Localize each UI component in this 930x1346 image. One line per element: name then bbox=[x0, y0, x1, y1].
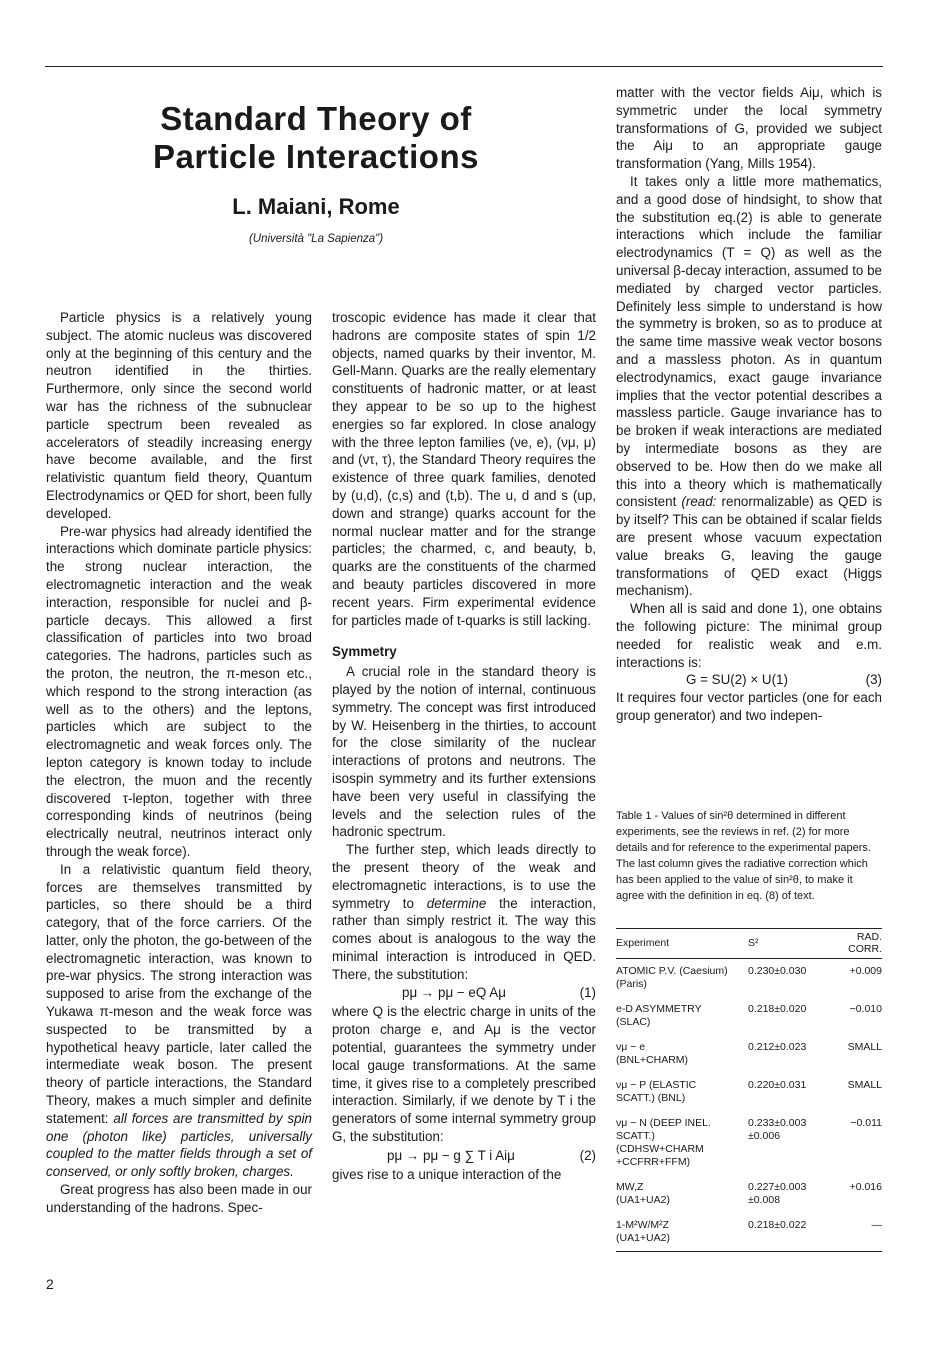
rad-corr-cell: SMALL bbox=[847, 1079, 882, 1091]
paragraph bbox=[332, 841, 596, 983]
experiment-source: (UA1+UA2) bbox=[616, 1232, 670, 1244]
rad-corr-cell: SMALL bbox=[847, 1041, 882, 1053]
experiment-name: MW,Z bbox=[616, 1181, 644, 1193]
column-2 bbox=[332, 309, 596, 1184]
experiment-name: νμ − e bbox=[616, 1041, 646, 1053]
paragraph-text: renormalizable) as QED is by itself? This can be obtained if scalar fields are present whose vacuum expectation value breaks G, leaving the gauge transformations of QED exact (Higgs mechanism). bbox=[616, 494, 882, 599]
equation-number: (2) bbox=[579, 1147, 596, 1163]
emphasis-text: all forces are transmitted by spin one (photon like) particles, universally coupled to the matter fields through a set of conserved, or only softly broken, charges. bbox=[46, 1110, 312, 1180]
table-row bbox=[616, 1035, 882, 1073]
paragraph: matter with the vector fields Aiμ, which is symmetric under the local symmetry transformations of G, provided we subject the Aiμ to an appropriate gauge transformation (Yang, Mills 1954). bbox=[616, 85, 882, 172]
experiment-name: ATOMIC P.V. (Caesium) bbox=[616, 965, 728, 977]
paragraph bbox=[46, 861, 312, 1181]
s2-value: 0.212±0.023 bbox=[748, 1041, 807, 1053]
emphasis-text: (read: bbox=[681, 494, 717, 510]
equation-3 bbox=[616, 671, 882, 689]
equation-number: (1) bbox=[579, 985, 596, 1001]
results-table bbox=[616, 928, 882, 1252]
rad-corr-cell: — bbox=[826, 1213, 882, 1252]
experiment-cell bbox=[616, 1035, 748, 1073]
s2-cell bbox=[748, 1073, 826, 1111]
s2-cell bbox=[748, 1035, 826, 1073]
author: L. Maiani, Rome bbox=[232, 194, 400, 219]
s2-value: 0.218±0.022 bbox=[748, 1219, 807, 1231]
paragraph: gives rise to a unique interaction of the bbox=[332, 1166, 562, 1182]
paragraph: Particle physics is a relatively young subject. The atomic nucleus was discovered only at the beginning of this century and the neutron identified in the thirties. Furthermore, only since the second world war has the richness of the subnuclear particle spectrum been revealed as accelerators of steadily increasing energy have become available, and the first relativistic quantum field theory, Quantum Electrodynamics or QED for short, been fully developed. bbox=[46, 310, 312, 521]
equation-number: (3) bbox=[865, 672, 882, 688]
paragraph: where Q is the electric charge in units of the proton charge e, and Aμ is the vector potential, guarantees the symmetry under local gauge transformations. At the same time, it gives rise to a completely prescribed interaction. Similarly, if we denote by T i the generators of some internal symmetry group G, the substitution: bbox=[332, 1004, 596, 1145]
affiliation: (Università "La Sapienza") bbox=[248, 233, 384, 245]
equation-1 bbox=[332, 983, 596, 1003]
paragraph: Pre-war physics had already identified the interactions which dominate particle physics: the strong nuclear interaction, the electromagnetic interaction and the weak interaction, responsible for nuclei and β-particle decays. This allowed a first classification of particles into two broad categories. The hadrons, particles such as the proton, the neutron, the π-meson etc., which respond to the strong interaction (as well as to the others) and the leptons, particles which are subject to the electromagnetic and weak forces only. The lepton category is known today to include the electron, the muon and the recently discovered τ-lepton, together with three corresponding kinds of neutrinos (being electrically neutral, neutrinos interact only through the weak force). bbox=[46, 523, 312, 859]
s2-value: 0.230±0.030 bbox=[748, 965, 807, 977]
table-header-row bbox=[616, 929, 882, 959]
column-header: Experiment bbox=[616, 929, 748, 959]
page-number: 2 bbox=[46, 1276, 54, 1292]
rad-corr-cell: +0.016 bbox=[849, 1181, 882, 1193]
rad-corr-cell: −0.010 bbox=[849, 1003, 882, 1015]
experiment-cell bbox=[616, 1175, 748, 1213]
experiment-source: (CDHSW+CHARM +CCFRR+FFM) bbox=[616, 1143, 704, 1168]
rad-corr-cell: +0.009 bbox=[849, 965, 882, 977]
experiment-source: SCATT.) (BNL) bbox=[616, 1092, 686, 1104]
table-row bbox=[616, 997, 882, 1035]
equation-body: pμ → pμ − eQ Aμ bbox=[402, 985, 506, 1001]
experiment-name: 1-M²W/M²Z bbox=[616, 1219, 670, 1231]
equation-body: pμ → pμ − g ∑ T i Aiμ bbox=[387, 1147, 515, 1163]
paragraph-text: The further step, which leads directly to the present theory of the weak and electromagnetic interactions, is to use the symmetry to bbox=[332, 842, 596, 911]
paragraph: When all is said and done 1), one obtains the following picture: The minimal group needed for realistic weak and e.m. interactions is: bbox=[616, 601, 882, 670]
experiment-cell bbox=[616, 997, 748, 1035]
s2-error: ±0.006 bbox=[748, 1130, 781, 1142]
s2-value: 0.233±0.003 bbox=[748, 1117, 807, 1129]
experiment-source: (BNL+CHARM) bbox=[616, 1054, 689, 1066]
paragraph bbox=[616, 173, 882, 600]
paragraph: It requires four vector particles (one for each group generator) and two indepen- bbox=[616, 690, 882, 723]
title-line-1: Standard Theory of bbox=[160, 100, 472, 137]
experiment-cell bbox=[616, 1111, 748, 1175]
column-3 bbox=[616, 84, 882, 725]
emphasis-text: determine bbox=[426, 895, 487, 911]
top-rule bbox=[45, 66, 883, 67]
experiment-name: e-D ASYMMETRY bbox=[616, 1003, 702, 1015]
rad-corr-cell: −0.011 bbox=[850, 1117, 882, 1129]
table-caption: Table 1 - Values of sin²θ determined in different experiments, see the reviews in ref. (2) for more details and for reference to the experimental papers. The last column gives the radiative correction which has been applied to the value of sin²θ, to make it agree with the definition in eq. (8) of text. bbox=[616, 810, 871, 902]
title-line-2: Particle Interactions bbox=[153, 138, 479, 175]
paragraph-text: In a relativistic quantum field theory, forces are themselves transmitted by particles, so there should be a third category, that of the force carriers. Of the latter, only the photon, the go-between of the electromagnetic interaction, was known to pre-war physics. The strong interaction was supposed to arise from the exchange of the Yukawa π-meson and the weak force was suspected to be transmitted by a hypothetical heavy particle, later called the intermediate weak boson. The present theory of particle interactions, the Standard Theory, makes a much simpler and definite statement: bbox=[46, 861, 312, 1126]
paragraph-text: It takes only a little more mathematics, and a good dose of hindsight, to show that the substitution eq.(2) is able to generate interactions which include the familiar electrodynamics (T = Q) as well as the universal β-decay interaction, assumed to be mediated by charged vector particles. Definitely less simple to understand is how the symmetry is broken, so as to produce at the same time massive weak vector bosons and a massless photon. As in quantum electrodynamics, exact gauge invariance implies that the vector potential describes a massless particle. Gauge invariance has to be broken if weak interactions are mediated by intermediate bosons as they are observed to be. How then do we make all this into a theory which is mathematically consistent bbox=[616, 173, 882, 510]
table-row bbox=[616, 959, 882, 998]
s2-cell bbox=[748, 1175, 826, 1213]
s2-cell bbox=[748, 959, 826, 998]
s2-value: 0.218±0.020 bbox=[748, 1003, 807, 1015]
column-header: S² bbox=[748, 929, 826, 959]
s2-value: 0.220±0.031 bbox=[748, 1079, 807, 1091]
equation-body: G = SU(2) × U(1) bbox=[686, 672, 788, 688]
s2-value: 0.227±0.003 bbox=[748, 1181, 807, 1193]
column-1 bbox=[46, 309, 312, 1217]
table-row bbox=[616, 1175, 882, 1213]
section-heading: Symmetry bbox=[332, 644, 397, 660]
paragraph: troscopic evidence has made it clear that hadrons are composite states of spin 1/2 objects, named quarks by their inventor, M. Gell-Mann. Quarks are the really elementary constituents of hadronic matter, or at least they appear to be so up to the highest energies so far explored. In close analogy with the three lepton families (νe, e), (νμ, μ) and (ντ, τ), the Standard Theory requires the existence of three quark families, denoted by (u,d), (c,s) and (t,b). The u, d and s (up, down and strange) quarks account for the normal nuclear matter and for the strange particles; the charmed, c, and beauty, b, quarks are the constituents of the charmed and beauty particles discovered in more recent years. Firm experimental evidence for particles made of t-quarks is still lacking. bbox=[332, 310, 596, 628]
table-row bbox=[616, 1073, 882, 1111]
paragraph: A crucial role in the standard theory is played by the notion of internal, continuous symmetry. The concept was first introduced by W. Heisenberg in the thirties, to account for the close similarity of the nuclear interactions of protons and neutrons. The isospin symmetry and its further extensions have been very useful in classifying the levels and the selection rules of the hadronic spectrum. bbox=[332, 664, 596, 840]
article-title bbox=[60, 100, 572, 176]
paragraph-text: the interaction, rather than simply restrict it. The way this comes about is analogous to the way the minimal interaction is introduced in QED. There, the substitution: bbox=[332, 895, 596, 982]
experiment-cell bbox=[616, 1073, 748, 1111]
experiment-source: (UA1+UA2) bbox=[616, 1194, 670, 1206]
equation-2 bbox=[332, 1146, 596, 1166]
paragraph: Great progress has also been made in our understanding of the hadrons. Spec- bbox=[46, 1182, 312, 1215]
experiment-source: (SLAC) bbox=[616, 1016, 651, 1028]
experiment-source: (Paris) bbox=[616, 978, 647, 990]
table-row bbox=[616, 1213, 882, 1252]
s2-cell bbox=[748, 1213, 826, 1252]
experiment-name: νμ − P (ELASTIC bbox=[616, 1079, 697, 1091]
s2-error: ±0.008 bbox=[748, 1194, 781, 1206]
experiment-cell bbox=[616, 959, 748, 998]
s2-cell bbox=[748, 1111, 826, 1175]
experiment-cell bbox=[616, 1213, 748, 1252]
table-row bbox=[616, 1111, 882, 1175]
experiment-name: νμ − N (DEEP INEL. SCATT.) bbox=[616, 1117, 711, 1142]
s2-cell bbox=[748, 997, 826, 1035]
column-header: RAD. CORR. bbox=[826, 929, 882, 959]
